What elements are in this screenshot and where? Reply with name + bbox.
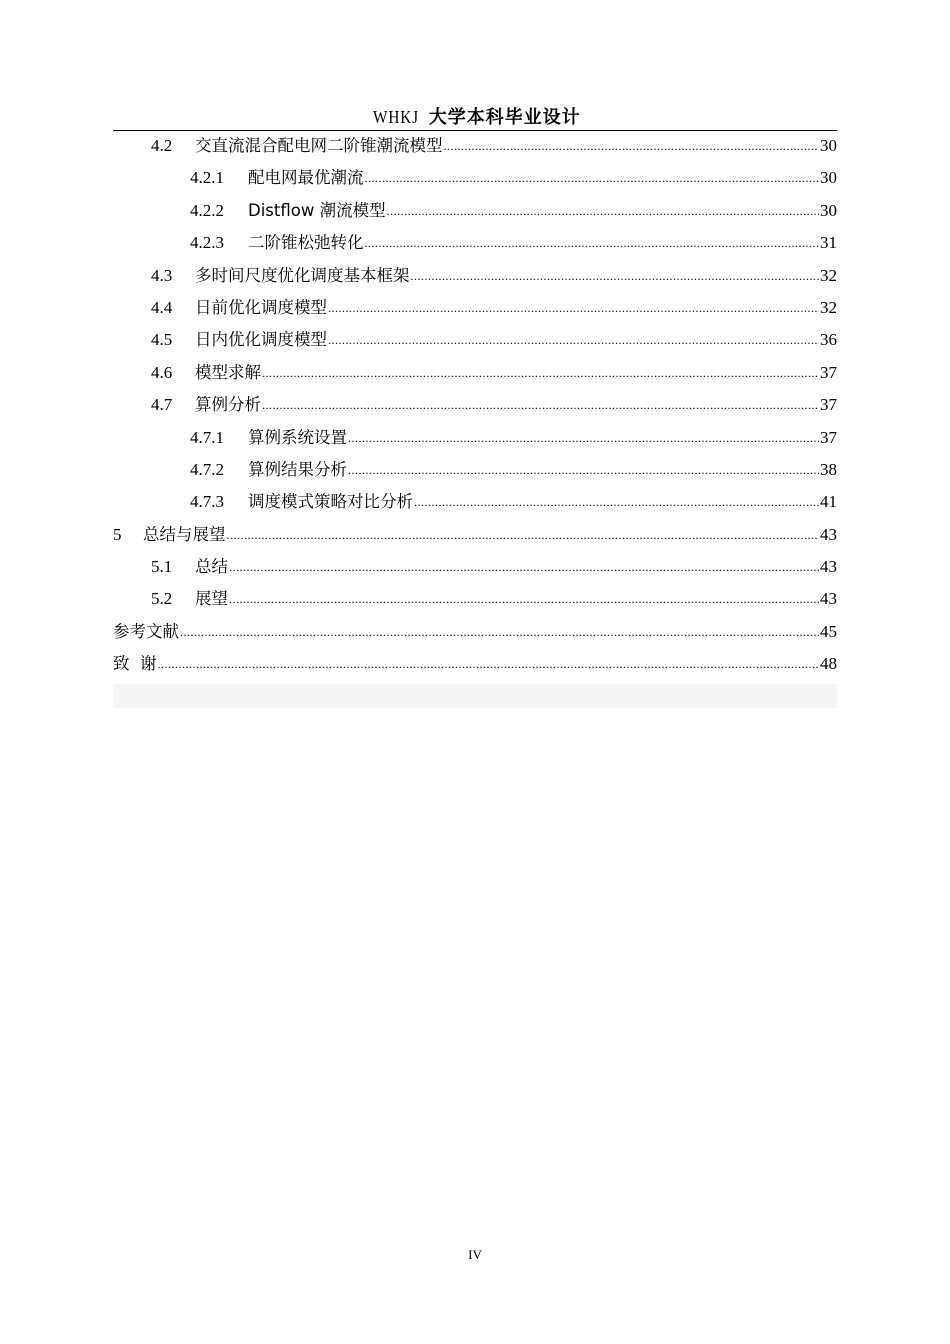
- toc-leader-dots: [180, 616, 819, 648]
- toc-entry-page: 37: [820, 395, 837, 415]
- table-of-contents: [113, 130, 837, 681]
- toc-entry-number: 5.2: [151, 589, 173, 609]
- toc-entry-number: 4.2.3: [190, 233, 224, 253]
- toc-leader-dots: [229, 551, 819, 583]
- toc-entry-title: 模型求解: [195, 362, 261, 382]
- toc-entry-number: 4.7.1: [190, 427, 224, 447]
- toc-entry-page: 43: [820, 524, 837, 544]
- toc-entry[interactable]: [113, 422, 837, 454]
- toc-leader-dots: [262, 357, 819, 389]
- header-title: 大学本科毕业设计: [428, 107, 581, 128]
- toc-entry-page: 38: [820, 459, 837, 479]
- toc-entry[interactable]: [113, 454, 837, 486]
- toc-entry-number: 4.4: [151, 297, 173, 317]
- toc-entry-title: 算例分析: [195, 395, 261, 415]
- toc-entry-page: 36: [820, 330, 837, 350]
- toc-entry[interactable]: [113, 324, 837, 356]
- toc-entry-page: 37: [820, 427, 837, 447]
- toc-entry-title: 日前优化调度模型: [195, 297, 327, 317]
- toc-entry-title: 配电网最优潮流: [248, 168, 364, 188]
- toc-entry-title: 展望: [195, 589, 228, 609]
- toc-entry[interactable]: [113, 195, 837, 227]
- toc-entry-page: 30: [820, 200, 837, 220]
- toc-entry-title: 致 谢: [113, 654, 157, 674]
- toc-leader-dots: [411, 260, 820, 292]
- toc-entry-page: 43: [820, 589, 837, 609]
- toc-entry[interactable]: [113, 357, 837, 389]
- toc-leader-dots: [158, 648, 820, 680]
- toc-entry[interactable]: [113, 616, 837, 648]
- toc-entry-title: 二阶锥松弛转化: [248, 233, 364, 253]
- toc-entry-title: 总结与展望: [143, 524, 226, 544]
- toc-entry[interactable]: [113, 292, 837, 324]
- toc-entry-page: 32: [820, 265, 837, 285]
- toc-leader-dots: [365, 162, 820, 194]
- toc-entry-page: 43: [820, 557, 837, 577]
- toc-leader-dots: [387, 195, 819, 227]
- toc-entry-title: 交直流混合配电网二阶锥潮流模型: [195, 136, 443, 155]
- toc-entry-number: 4.7.2: [190, 459, 224, 479]
- toc-entry-number: 4.2: [151, 136, 173, 155]
- toc-entry-number: 4.2.1: [190, 168, 224, 188]
- toc-leader-dots: [444, 130, 820, 162]
- toc-entry[interactable]: [113, 551, 837, 583]
- page-header: [113, 104, 837, 131]
- toc-entry-page: 41: [820, 492, 837, 512]
- toc-entry[interactable]: [113, 130, 837, 162]
- toc-entry-number: 4.2.2: [190, 200, 224, 220]
- header-latin: WHKJ: [373, 107, 420, 127]
- toc-entry[interactable]: [113, 227, 837, 259]
- toc-entry-page: 32: [820, 297, 837, 317]
- toc-entry-page: 48: [820, 654, 837, 674]
- toc-entry-page: 37: [820, 362, 837, 382]
- toc-entry-number: 4.7: [151, 395, 173, 415]
- toc-entry-page: 45: [820, 621, 837, 641]
- toc-entry-title: 日内优化调度模型: [195, 330, 327, 350]
- toc-entry[interactable]: [113, 389, 837, 421]
- toc-leader-dots: [414, 486, 819, 518]
- toc-entry-page: 30: [820, 136, 837, 155]
- toc-leader-dots: [348, 422, 819, 454]
- toc-entry-title: Distflow 潮流模型: [248, 200, 386, 220]
- toc-entry-page: 30: [820, 168, 837, 188]
- toc-entry-page: 31: [820, 233, 837, 253]
- toc-entry-title: 调度模式策略对比分析: [248, 492, 413, 512]
- toc-entry-title: 多时间尺度优化调度基本框架: [195, 265, 410, 285]
- toc-entry[interactable]: [113, 486, 837, 518]
- toc-entry-title: 算例结果分析: [248, 459, 347, 479]
- toc-entry-title: 总结: [195, 557, 228, 577]
- shaded-strip: [113, 684, 837, 708]
- toc-entry[interactable]: [113, 519, 837, 551]
- toc-leader-dots: [227, 519, 820, 551]
- toc-leader-dots: [348, 454, 819, 486]
- toc-entry[interactable]: [113, 648, 837, 680]
- toc-entry[interactable]: [113, 583, 837, 615]
- toc-entry-number: 5: [113, 524, 122, 544]
- toc-entry-number: 4.3: [151, 265, 173, 285]
- toc-entry-number: 4.7.3: [190, 492, 224, 512]
- toc-leader-dots: [365, 227, 820, 259]
- toc-entry[interactable]: [113, 162, 837, 194]
- toc-entry-title: 算例系统设置: [248, 427, 347, 447]
- toc-leader-dots: [328, 292, 819, 324]
- toc-entry[interactable]: [113, 260, 837, 292]
- toc-entry-number: 4.6: [151, 362, 173, 382]
- toc-leader-dots: [229, 583, 819, 615]
- toc-leader-dots: [262, 389, 819, 421]
- toc-leader-dots: [328, 324, 819, 356]
- toc-entry-title: 参考文献: [113, 621, 179, 641]
- toc-entry-number: 5.1: [151, 557, 173, 577]
- page-number: IV: [468, 1247, 482, 1262]
- toc-entry-number: 4.5: [151, 330, 173, 350]
